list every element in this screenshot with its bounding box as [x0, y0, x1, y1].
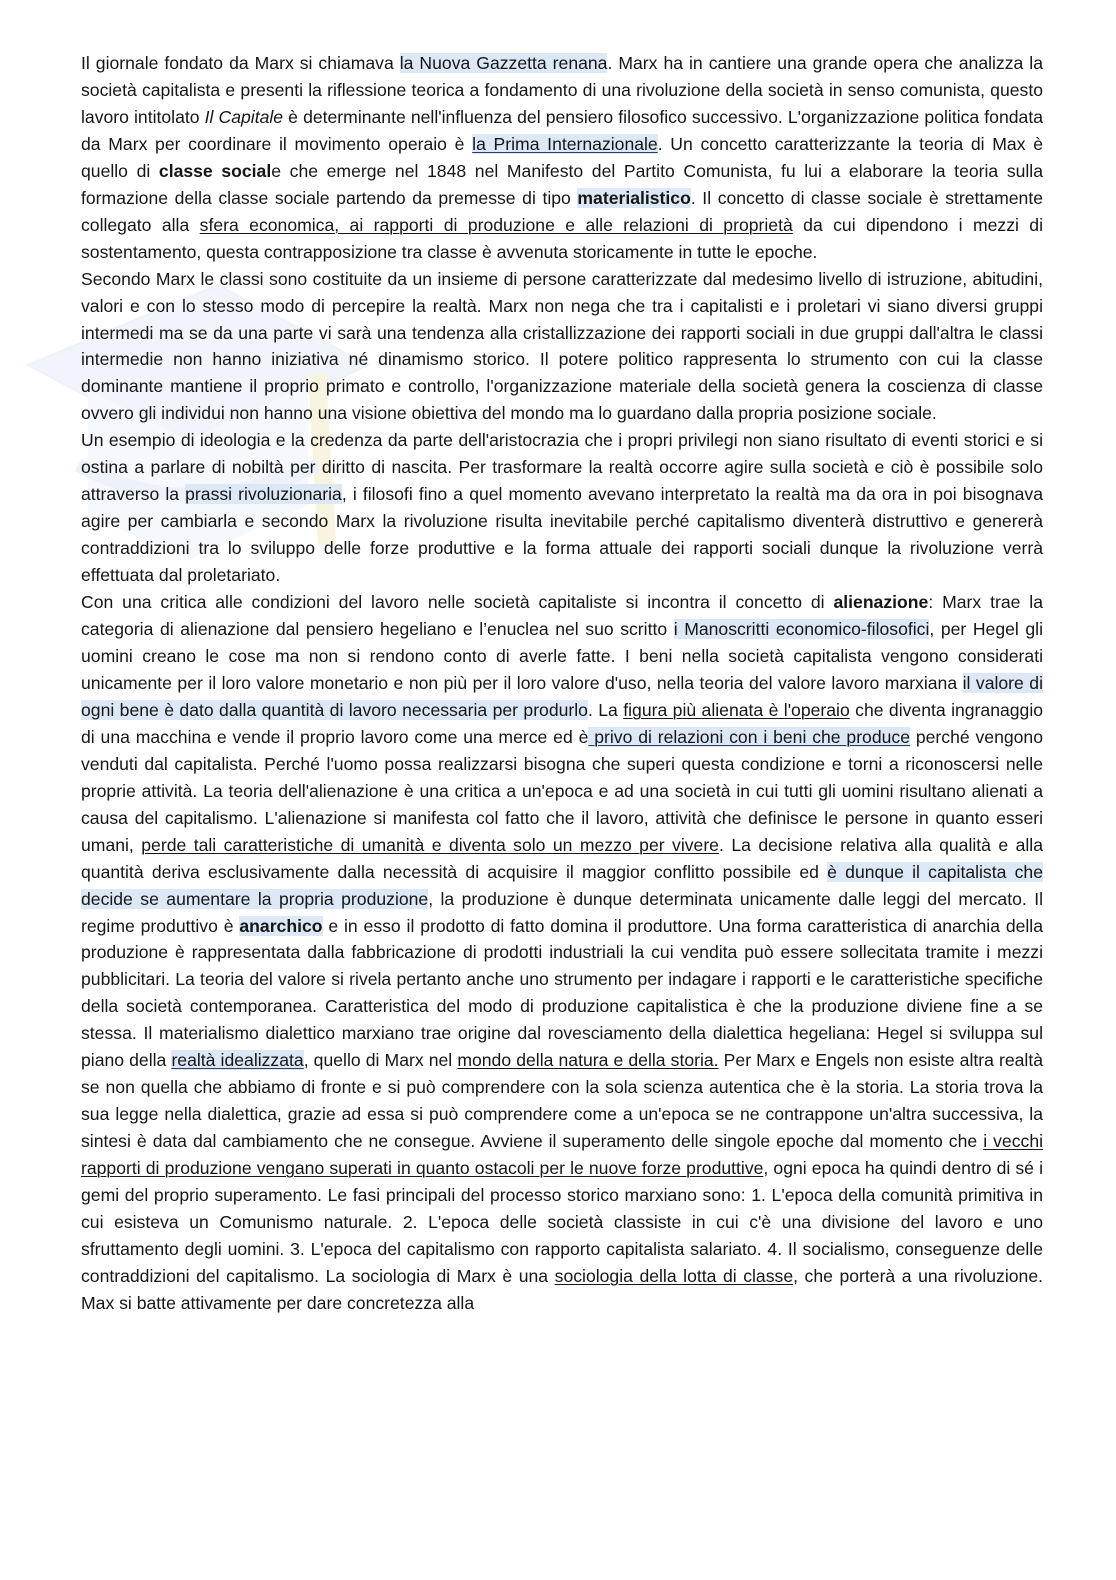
text-run: . La [587, 699, 624, 720]
text-run: . Marx ha in cantiere una grande opera che analizza la società capitalista e presenti la riflessione teorica a fondamento di una rivoluzione della società in senso comunista, questo lavoro intitolato [81, 53, 1043, 127]
paragraph [81, 589, 1043, 1317]
highlighted-text: è dunque il capitalista che decide se aumentare la propria produzione [81, 861, 1043, 909]
text-run: è determinante nell'influenza del pensiero filosofico successivo. L'organizzazione politica fondata da Marx per coordinare il movimento operaio è [81, 106, 1043, 154]
text-run: , per Hegel gli uomini creano le cose ma non si rendono conto di averle fatte. I beni nella società capitalista vengono considerati unicamente per il loro valore monetario e non più per il loro valore d'uso, nella teoria del valore lavoro marxiana [81, 619, 1043, 693]
underlined-text: sociologia della lotta di classe [554, 1265, 794, 1286]
highlighted-text: i Manoscritti economico-filosofici [673, 619, 930, 640]
text-run: . La decisione relativa alla qualità e alla quantità deriva esclusivamente dalla necessità di acquisire il maggior conflitto possibile ed [81, 834, 1043, 882]
text-run: , la produzione è dunque determinata unicamente dalle leggi del mercato. Il regime produttivo è [81, 888, 1043, 936]
text-run: Con una critica alle condizioni del lavoro nelle società capitaliste si incontra il concetto di [81, 592, 834, 613]
highlighted-text: la Nuova Gazzetta renana [399, 53, 608, 73]
paragraph [81, 50, 1043, 266]
underlined-text: perde tali caratteristiche di umanità e diventa solo un mezzo per vivere [141, 834, 719, 855]
bold-term: classe social [158, 160, 272, 181]
text-run: Per Marx e Engels non esiste altra realtà se non quella che abbiamo di fronte e si può comprendere con la sola scienza autentica che è la storia. La storia trova la sua legge nella dialettica, grazie ad essa si può comprendere come a un'epoca se ne contrappone un'altra successiva, la sintesi è data dal cambiamento che ne consegue. Avviene il superamento delle singole epoche dal momento che [81, 1050, 1044, 1152]
text-run: Il giornale fondato da Marx si chiamava [81, 53, 400, 73]
bold-term: alienazione [833, 592, 929, 613]
text-run: e che emerge nel 1848 nel Manifesto del Partito Comunista, fu lui a elaborare la teoria sulla formazione della classe sociale partendo da premesse di tipo [81, 160, 1044, 208]
text-run: Un esempio di ideologia e la credenza da parte dell'aristocrazia che i propri privilegi non siano risultato di eventi storici e si ostina a parlare di nobiltà per diritto di nascita. Per trasformare la realtà occorre agire sulla società e ciò è possibile solo attraverso la [81, 430, 1043, 505]
paragraph [81, 266, 1043, 428]
text-run: , che porterà a una rivoluzione. Max si batte attivamente per dare concretezza alla [81, 1265, 1044, 1313]
highlighted-text: prassi rivoluzionaria [185, 484, 342, 505]
text-run: da cui dipendono i mezzi di sostentamento, questa contrapposizione tra classe è avvenuta storicamente in tutte le epoche. [81, 214, 1044, 262]
highlighted-text: privo di relazioni con i beni che produce [588, 726, 910, 747]
italic-title: Il Capitale [204, 106, 284, 127]
text-run: , ogni epoca ha quindi dentro di sé i gemi del proprio superamento. Le fasi principali del processo storico marxiano sono: 1. L'epoca della comunità primitiva in cui esisteva un Comunismo naturale. 2. L'epoca delle società classiste in cui c'è una divisione del lavoro e uno sfruttamento degli uomini. 3. L'epoca del capitalismo con rapporto capitalista salariato. 4. Il socialismo, conseguenze delle contraddizioni del capitalismo. La sociologia di Marx è una [81, 1158, 1043, 1286]
highlighted-text: materialistico [577, 187, 691, 208]
underlined-text: i vecchi rapporti di produzione vengano superati in quanto ostacoli per le nuove forze produttive [81, 1131, 1044, 1179]
text-run: , quello di Marx nel [303, 1050, 458, 1071]
text-run: . Un concetto caratterizzante la teoria di Max è quello di [81, 133, 1043, 181]
highlighted-text: il valore di ogni bene è dato dalla quantità di lavoro necessaria per produrlo [81, 672, 1043, 720]
highlighted-text: la Prima Internazionale [472, 133, 658, 154]
paragraph [81, 427, 1043, 589]
text-run: . Il concetto di classe sociale è strettamente collegato alla [81, 187, 1044, 235]
text-run: Secondo Marx le classi sono costituite da un insieme di persone caratterizzate dal medesimo livello di istruzione, abitudini, valori e con lo stesso modo di percepire la realtà. Marx non nega che tra i capitalisti e i proletari vi siano diversi gruppi intermedi ma se da una parte vi sarà una tendenza alla cristallizzazione dei rapporti sociali in due gruppi dall'altra le classi intermedie non hanno iniziativa né dinamismo storico. Il potere politico rappresenta lo strumento con cui la classe dominante mantiene il proprio primato e controllo, l'organizzazione materiale della società genera la coscienza di classe ovvero gli individui non hanno una visione obiettiva del mondo ma lo guardano dalla propria posizione sociale. [81, 268, 1043, 424]
underlined-text: figura più alienata è l'operaio [623, 699, 850, 720]
underlined-text: sfera economica, ai rapporti di produzione e alle relazioni di proprietà [199, 214, 793, 235]
text-run: perché vengono venduti dal capitalista. Perché l'uomo possa realizzarsi bisogna che superi questa condizione e torni a riconoscersi nelle proprie attività. La teoria dell'alienazione è una critica a un'epoca e ad una società in cui tutti gli uomini risultano alienati a causa del capitalismo. L'alienazione si manifesta col fatto che il lavoro, attività che definisce le persone in quanto esseri umani, [81, 726, 1043, 855]
text-run: : Marx trae la categoria di alienazione dal pensiero hegeliano e l’enuclea nel suo scritto [81, 592, 1043, 640]
underlined-text: mondo della natura e della storia. [457, 1050, 719, 1071]
text-run: che diventa ingranaggio di una macchina e vende il proprio lavoro come una merce ed è [81, 699, 1044, 747]
highlighted-text: anarchico [239, 915, 323, 936]
text-run: e in esso il prodotto di fatto domina il produttore. Una forma caratteristica di anarchia della produzione è rappresentata dalla fabbricazione di prodotti industriali la cui vendita può essere sollecitata tramite i mezzi pubblicitari. La teoria del valore si rivela pertanto anche uno strumento per indagare i rapporti e le caratteristiche specifiche della società contemporanea. Caratteristica del modo di produzione capitalistica è che la produzione diviene fine a se stessa. Il materialismo dialettico marxiano trae origine dal rovesciamento della dialettica hegeliana: Hegel si sviluppa sul piano della [81, 915, 1043, 1071]
document-body [81, 50, 1043, 1317]
highlighted-text: realtà idealizzata [171, 1050, 304, 1071]
text-run: , i filosofi fino a quel momento avevano interpretato la realtà ma da ora in poi bisognava agire per cambiarla e secondo Marx la rivoluzione risulta inevitabile perché capitalismo diventerà distruttivo e genererà contraddizioni tra lo sviluppo delle forze produttive e la forma attuale dei rapporti sociali dunque la rivoluzione verrà effettuata dal proletariato. [81, 484, 1044, 586]
